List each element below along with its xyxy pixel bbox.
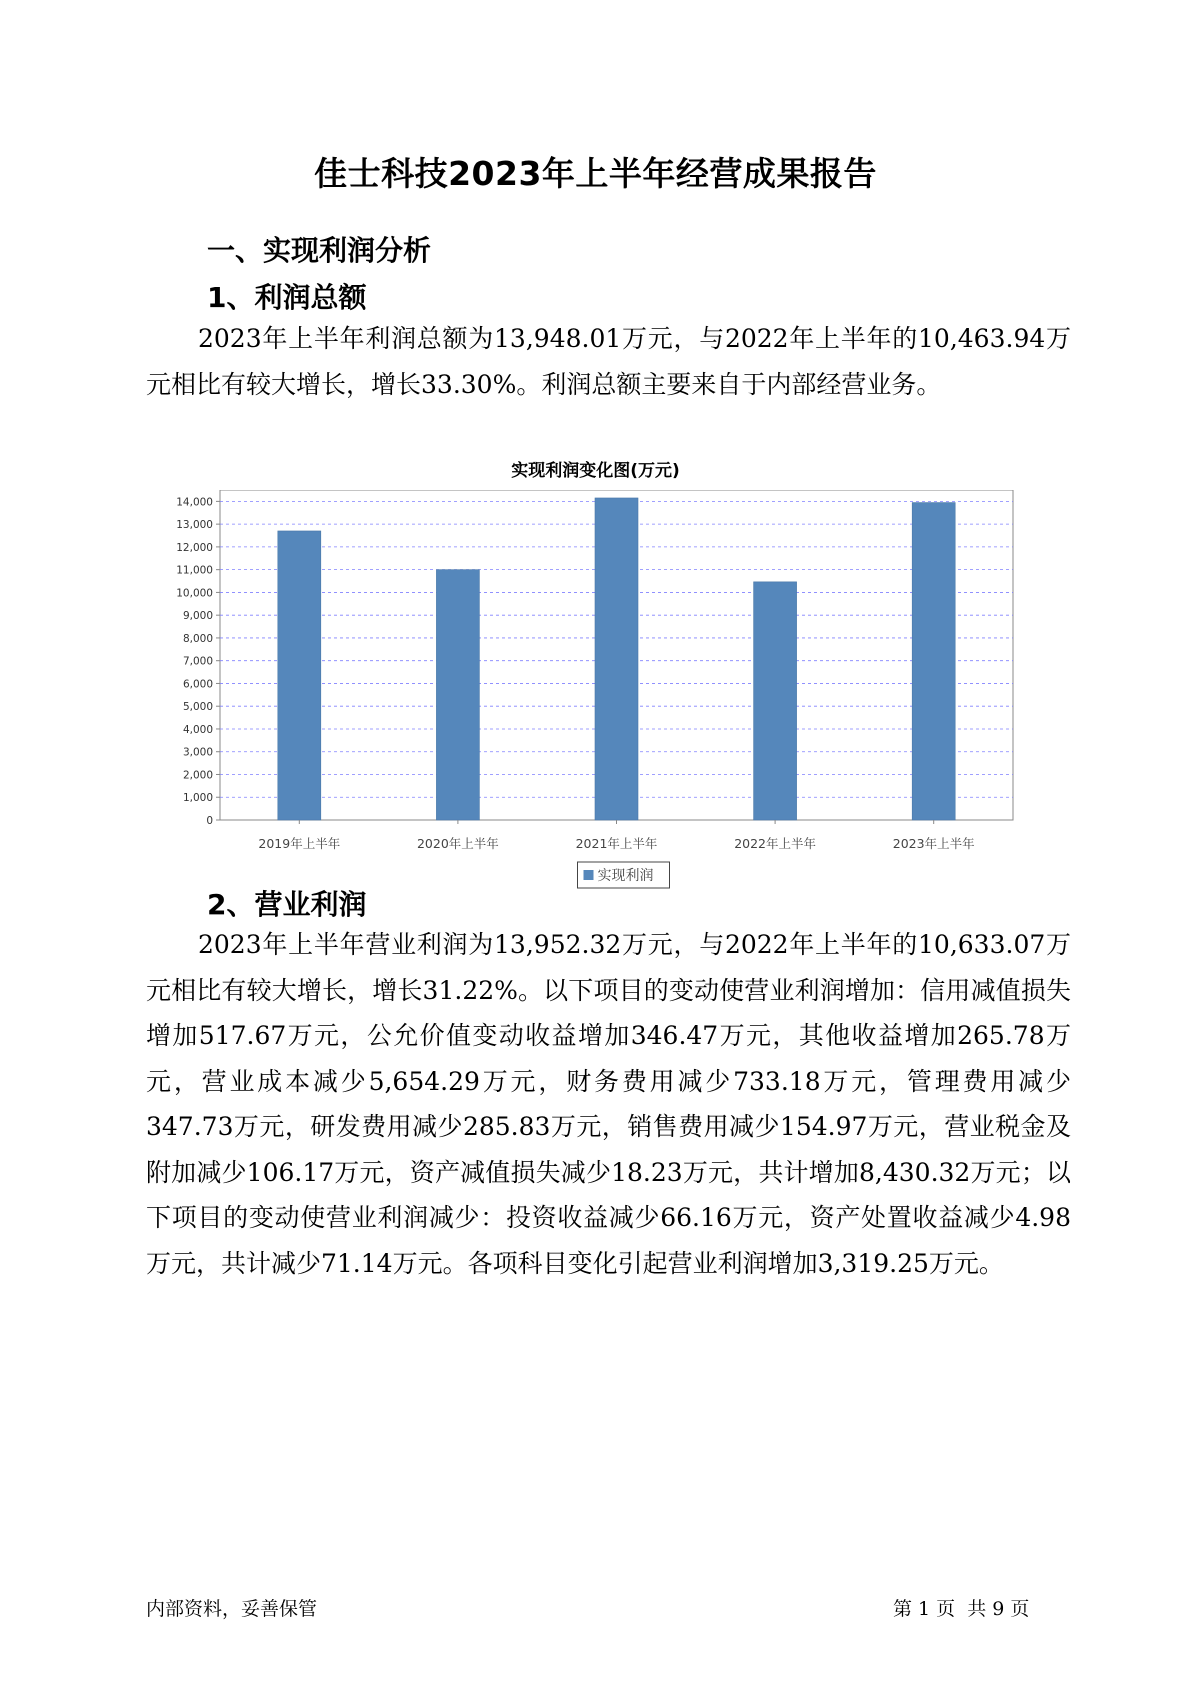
bar	[912, 503, 955, 820]
x-tick-label: 2023年上半年	[892, 836, 975, 851]
bar	[754, 582, 797, 820]
y-tick-label: 9,000	[182, 610, 213, 623]
y-tick-label: 7,000	[182, 655, 213, 668]
y-tick-label: 1,000	[182, 792, 213, 805]
y-tick-label: 14,000	[176, 496, 213, 509]
y-tick-label: 2,000	[182, 769, 213, 782]
profit-bar-chart	[140, 490, 1040, 920]
legend-label: 实现利润	[597, 868, 654, 884]
footer-confidential-note: 内部资料，妥善保管	[146, 1598, 318, 1620]
footer-page-number: 第 1 页 共 9 页	[893, 1598, 1030, 1620]
subheading-total-profit: 1、利润总额	[207, 281, 367, 314]
subheading-operating-profit: 2、营业利润	[207, 888, 367, 921]
bar	[436, 570, 479, 820]
document-title: 佳士科技2023年上半年经营成果报告	[314, 154, 877, 193]
y-tick-label: 12,000	[176, 541, 213, 554]
y-tick-label: 3,000	[182, 746, 213, 759]
section-heading-profit-analysis: 一、实现利润分析	[207, 234, 432, 267]
x-tick-label: 2020年上半年	[416, 836, 499, 851]
y-tick-label: 13,000	[176, 519, 213, 532]
y-tick-label: 11,000	[176, 564, 213, 577]
y-tick-label: 10,000	[176, 587, 213, 600]
bar	[595, 498, 638, 820]
bar	[278, 531, 321, 820]
x-tick-label: 2022年上半年	[734, 836, 817, 851]
y-tick-label: 6,000	[182, 678, 213, 691]
chart-title: 实现利润变化图(万元)	[511, 461, 680, 481]
y-tick-label: 4,000	[182, 723, 213, 736]
legend-swatch	[584, 870, 594, 880]
x-tick-label: 2021年上半年	[575, 836, 658, 851]
x-tick-label: 2019年上半年	[258, 836, 341, 851]
y-tick-label: 5,000	[182, 701, 213, 714]
paragraph-total-profit: 2023年上半年利润总额为13,948.01万元，与2022年上半年的10,463.94万元相比有较大增长，增长33.30%。利润总额主要来自于内部经营业务。	[146, 324, 1071, 399]
y-tick-label: 8,000	[182, 632, 213, 645]
y-tick-label: 0	[206, 815, 213, 827]
paragraph-operating-profit: 2023年上半年营业利润为13,952.32万元，与2022年上半年的10,633.07万元相比有较大增长，增长31.22%。以下项目的变动使营业利润增加：信用减值损失增加517.67万元，公允价值变动收益增加346.47万元，其他收益增加265.78万元，营业成本减少5,654.29万元，财务费用减少733.18万元，管理费用减少347.73万元，研发费用减少285.83万元，销售费用减少154.97万元，营业税金及附加减少106.17万元，资产减值损失减少18.23万元，共计增加8,430.32万元；以下项目的变动使营业利润减少：投资收益减少66.16万元，资产处置收益减少4.98万元，共计减少71.14万元。各项科目变化引起营业利润增加3,319.25万元。	[146, 930, 1071, 1278]
